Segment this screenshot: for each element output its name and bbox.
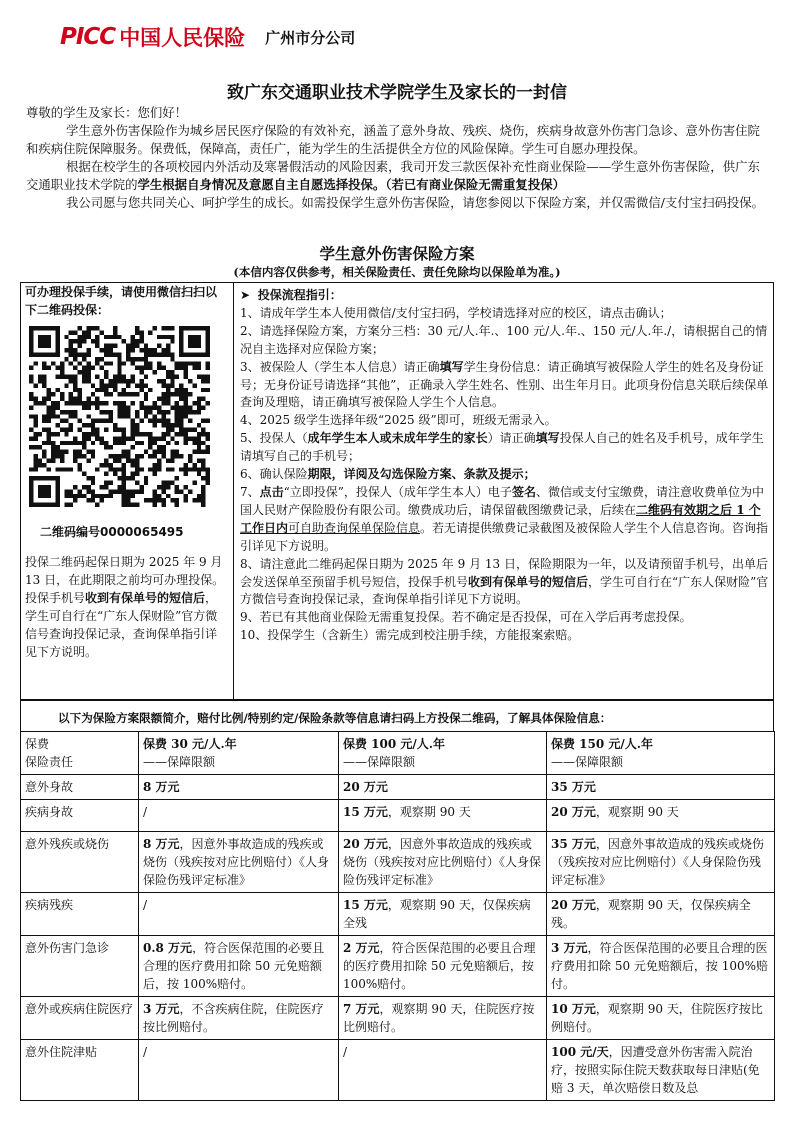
cell: 10 万元，观察期 90 天，住院医疗按比例赔付。	[547, 997, 775, 1040]
panel-divider	[233, 282, 234, 700]
guide-step-3: 3、被保险人（学生本人信息）请正确填写学生身份信息：请正确填写被保险人学生的姓名及身份证号；无身份证号请选择“其他”，正确录入学生姓名、性别、出生年月日。此项身份信息关联后续保单查询及理赔，请正确填写被保险人学生个人信息。	[240, 359, 769, 410]
picc-logo: PICC	[60, 24, 116, 50]
qr-note: 投保二维码起保日期为 2025 年 9 月 13 日，在此期限之前均可办理投保。投保手机号收到有保单号的短信后，学生可自行在“广东人保财险”官方微信号查询投保记录，查询保单指引详见下方说明。	[25, 555, 225, 659]
header-cell: 保费 保险责任	[21, 732, 139, 775]
guide-heading: ➤ 投保流程指引：	[240, 288, 342, 302]
guide-step-2: 2、请选择保险方案，方案分三档：30 元/人.年.、100 元/人.年.、150 元/人.年./，请根据自己的情况自主选择对应保险方案；	[240, 323, 768, 356]
table-header-row	[21, 732, 775, 775]
cell: 8 万元，因意外事故造成的残疾或烧伤（残疾按对应比例赔付）《人身保险伤残评定标准》	[139, 832, 339, 893]
paragraph-2: 根据在校学生的各项校园内外活动及寒暑假活动的风险因素，我司开发三款医保补充性商业保险——学生意外伤害保险，供广东交通职业技术学院的学生根据自身情况及意愿自主自愿选择投保。（若已有商业保险无需重复投保）	[26, 159, 760, 192]
cell: 3 万元，符合医保范围的必要且合理的医疗费用扣除 50 元免赔额后，按 100%赔付。	[547, 936, 775, 997]
cell: 100 元/天，因遭受意外伤害需入院治疗，按照实际住院天数获取每日津贴(免赔 3 天，单次赔偿日数及总	[547, 1040, 775, 1101]
letter-title: 致广东交通职业技术学院学生及家长的一封信	[227, 83, 567, 103]
cell: 20 万元	[339, 775, 547, 800]
qr-code-number: 二维码编号0000065495	[40, 525, 184, 539]
cell: 7 万元，观察期 90 天，住院医疗按比例赔付。	[339, 997, 547, 1040]
table-row	[21, 832, 775, 893]
coverage-summary: 以下为保险方案限额简介，赔付比例/特别约定/保险条款等信息请扫码上方投保二维码，了解具体保险信息：	[58, 711, 612, 725]
cell: 35 万元	[547, 775, 775, 800]
row-label: 意外伤害门急诊	[21, 936, 139, 997]
table-row	[21, 997, 775, 1040]
guide-step-6: 6、确认保险期限，详阅及勾选保险方案、条款及提示；	[240, 467, 536, 482]
letter-body	[26, 104, 770, 212]
cell: /	[339, 1040, 547, 1101]
paragraph-1: 学生意外伤害保险作为城乡居民医疗保险的有效补充，涵盖了意外身故、残疾、烧伤，疾病身故意外伤害门急诊、意外伤害住院和疾病住院保障服务。保费低，保障高，责任广，能为学生的生活提供全方位的风险保障。学生可自愿办理投保。	[26, 123, 760, 156]
guide-step-8: 8、请注意此二维码起保日期为 2025 年 9 月 13 日，保险期限为一年，以及请预留手机号，出单后会发送保单至预留手机号短信，投保手机号收到有保单号的短信后，学生可自行在“广东人保财险”官方微信号查询投保记录，查询保单指引详见下方说明。	[240, 556, 769, 607]
table-row	[21, 775, 775, 800]
cell: 3 万元，不含疾病住院，住院医疗按比例赔付。	[139, 997, 339, 1040]
cell: 20 万元，观察期 90 天，仅保疾病全残。	[547, 893, 775, 936]
coverage-table	[20, 731, 775, 1101]
row-label: 意外残疾或烧伤	[21, 832, 139, 893]
cell: 20 万元，因意外事故造成的残疾或烧伤（残疾按对应比例赔付）《人身保险伤残评定标准》	[339, 832, 547, 893]
arrow-icon: ➤	[240, 288, 251, 302]
row-label: 意外身故	[21, 775, 139, 800]
cell: 35 万元，因意外事故造成的残疾或烧伤（残疾按对应比例赔付）《人身保险伤残评定标准》	[547, 832, 775, 893]
plan-subtitle: (本信内容仅供参考，相关保险责任、责任免除均以保险单为准。)	[233, 265, 561, 279]
branch-name: 广州市分公司	[265, 28, 356, 47]
greeting: 尊敬的学生及家长：您们好！	[26, 105, 188, 120]
row-label: 意外住院津贴	[21, 1040, 139, 1101]
paragraph-3: 我公司愿与您共同关心、呵护学生的成长。如需投保学生意外伤害保险，请您参阅以下保险方案，并仅需微信/支付宝扫码投保。	[66, 195, 765, 210]
page-header	[60, 22, 355, 52]
table-row	[21, 936, 775, 997]
row-label: 意外或疾病住院医疗	[21, 997, 139, 1040]
guide-step-10: 10、投保学生（含新生）需完成到校注册手续，方能报案索赔。	[240, 628, 580, 643]
cell: 15 万元，观察期 90 天	[339, 800, 547, 832]
cell: /	[139, 1040, 339, 1101]
row-label: 疾病残疾	[21, 893, 139, 936]
company-name: 中国人民保险	[119, 26, 246, 50]
table-row	[21, 893, 775, 936]
guide-step-7: 7、点击“立即投保”，投保人（成年学生本人）电子签名、微信或支付宝缴费，请注意收费单位为中国人民财产保险股份有限公司。缴费成功后，请保留截图缴费记录，后续在二维码有效期之后 1 个工作日内可自助查询保单保险信息。若无请提供缴费记录截图及被保险人学生个人信息咨询。咨询指引详见下方说明。	[240, 484, 769, 553]
qr-heading: 可办理投保手续，请使用微信扫扫以下二维码投保：	[25, 285, 218, 317]
table-row	[21, 800, 775, 832]
guide-step-4: 4、2025 级学生选择年级“2025 级”即可，班级无需录入。	[240, 413, 557, 428]
row-label: 疾病身故	[21, 800, 139, 832]
table-row	[21, 1040, 775, 1101]
guide-step-9: 9、若已有其他商业保险无需重复投保。若不确定是否投保，可在入学后再考虑投保。	[240, 610, 692, 625]
plan-title: 学生意外伤害保险方案	[319, 245, 475, 263]
cell: 0.8 万元，符合医保范围的必要且合理的医疗费用扣除 50 元免赔额后，按 100%赔付。	[139, 936, 339, 997]
cell: /	[139, 893, 339, 936]
guide-step-1: 1、请成年学生本人使用微信/支付宝扫码，学校请选择对应的校区，请点击确认；	[240, 305, 672, 320]
cell: /	[139, 800, 339, 832]
cell: 15 万元，观察期 90 天，仅保疾病全残	[339, 893, 547, 936]
enrollment-guide	[240, 287, 770, 645]
tier-header-150: 保费 150 元/人.年 ——保障限额	[547, 732, 775, 775]
tier-header-30: 保费 30 元/人.年 ——保障限额	[139, 732, 339, 775]
cell: 20 万元，观察期 90 天	[547, 800, 775, 832]
tier-header-100: 保费 100 元/人.年 ——保障限额	[339, 732, 547, 775]
qr-code-icon[interactable]	[29, 326, 210, 507]
cell: 8 万元	[139, 775, 339, 800]
cell: 2 万元，符合医保范围的必要且合理的医疗费用扣除 50 元免赔额后，按 100%赔付。	[339, 936, 547, 997]
guide-step-5: 5、投保人（成年学生本人或未成年学生的家长）请正确填写投保人自己的姓名及手机号，成年学生请填写自己的手机号；	[240, 431, 764, 464]
